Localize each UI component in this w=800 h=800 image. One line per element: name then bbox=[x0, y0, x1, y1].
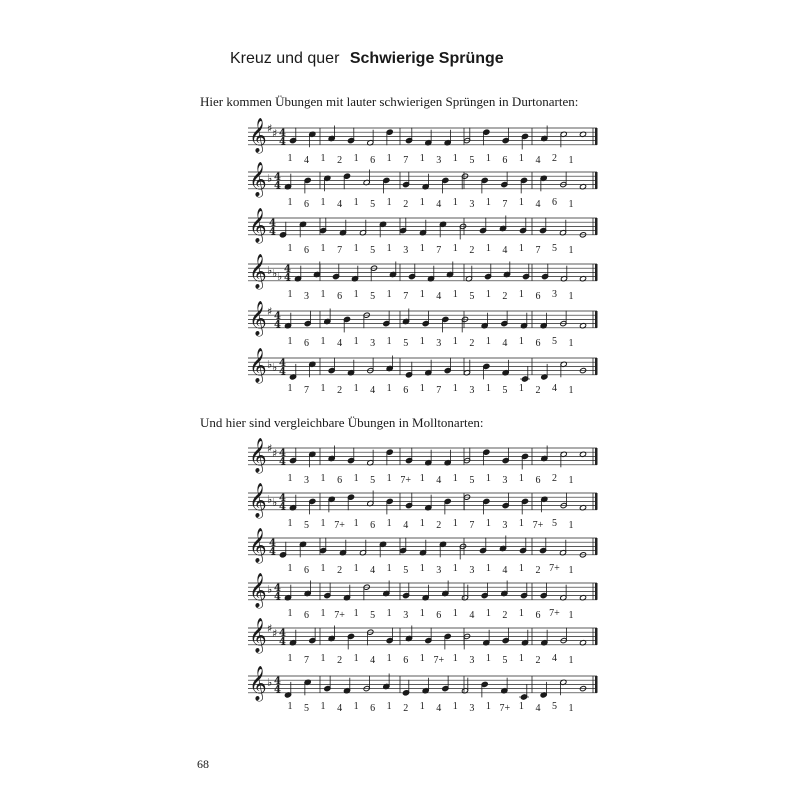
fingering-number: 1 bbox=[386, 196, 392, 208]
page-number: 68 bbox=[197, 757, 209, 771]
fingering-number: 1 bbox=[568, 474, 574, 486]
fingering-number: 5 bbox=[370, 474, 376, 486]
fingering-number: 5 bbox=[502, 384, 508, 396]
fingering-number: 5 bbox=[551, 700, 557, 712]
fingering-number: 2 bbox=[436, 519, 442, 531]
fingering-number: 2 bbox=[337, 654, 343, 666]
fingering-number: 1 bbox=[518, 562, 524, 574]
fingering-number: 1 bbox=[353, 152, 359, 164]
fingering-number: 7 bbox=[469, 519, 475, 531]
fingering-number: 4 bbox=[469, 609, 475, 621]
flat-icon: ♭ bbox=[277, 270, 283, 283]
fingering-number: 1 bbox=[568, 337, 574, 349]
fingering-number: 4 bbox=[403, 519, 409, 531]
fingering-number: 1 bbox=[452, 607, 458, 619]
fingering-number: 1 bbox=[452, 472, 458, 484]
flat-icon: ♭ bbox=[272, 361, 278, 374]
time-signature-bottom: 4 bbox=[274, 180, 281, 192]
flat-icon: ♭ bbox=[272, 267, 278, 280]
fingering-number: 1 bbox=[518, 152, 524, 164]
fingering-number: 1 bbox=[287, 288, 293, 300]
fingering-number: 1 bbox=[287, 607, 293, 619]
fingering-number: 7 bbox=[337, 244, 343, 256]
fingering-number: 6 bbox=[535, 337, 541, 349]
fingering-number: 1 bbox=[485, 472, 491, 484]
fingering-number: 1 bbox=[568, 154, 574, 166]
fingering-number: 7+ bbox=[549, 607, 560, 619]
fingering-number: 6 bbox=[304, 564, 310, 576]
fingering-number: 1 bbox=[353, 335, 359, 347]
fingering-number: 1 bbox=[568, 244, 574, 256]
time-signature-bottom: 4 bbox=[269, 546, 276, 558]
fingering-number: 3 bbox=[370, 337, 376, 349]
fingering-number: 7+ bbox=[499, 702, 511, 714]
time-signature-bottom: 4 bbox=[274, 591, 281, 603]
fingering-number: 6 bbox=[370, 519, 376, 531]
fingering-number: 1 bbox=[518, 382, 524, 394]
fingering-number: 2 bbox=[551, 472, 557, 484]
sharp-icon: ♯ bbox=[267, 442, 273, 455]
sharp-icon: ♯ bbox=[272, 627, 278, 640]
fingering-number: 1 bbox=[353, 700, 359, 712]
fingering-number: 1 bbox=[568, 384, 574, 396]
fingering-number: 7 bbox=[535, 244, 541, 256]
fingering-number: 1 bbox=[485, 652, 491, 664]
flat-icon: ♭ bbox=[267, 264, 273, 277]
time-signature-bottom: 4 bbox=[269, 226, 276, 238]
fingering-number: 3 bbox=[469, 654, 475, 666]
fingering-number: 3 bbox=[436, 154, 442, 166]
fingering-number: 6 bbox=[304, 337, 310, 349]
fingering-number: 4 bbox=[535, 154, 541, 166]
fingering-number: 7 bbox=[403, 290, 409, 302]
fingering-number: 1 bbox=[568, 609, 574, 621]
fingering-number: 1 bbox=[419, 382, 425, 394]
time-signature-top: 4 bbox=[279, 447, 286, 459]
fingering-number: 1 bbox=[485, 517, 491, 529]
fingering-number: 1 bbox=[386, 288, 392, 300]
fingering-number: 5 bbox=[469, 474, 475, 486]
fingering-number: 7 bbox=[403, 154, 409, 166]
fingering-number: 7+ bbox=[400, 474, 412, 486]
fingering-number: 1 bbox=[287, 196, 293, 208]
treble-clef-icon: 𝄞 bbox=[249, 437, 267, 473]
fingering-number: 2 bbox=[535, 384, 541, 396]
fingering-number: 5 bbox=[551, 335, 557, 347]
fingering-number: 5 bbox=[403, 564, 409, 576]
fingering-number: 1 bbox=[287, 562, 293, 574]
flat-icon: ♭ bbox=[267, 358, 273, 371]
fingering-number: 3 bbox=[436, 337, 442, 349]
fingering-number: 1 bbox=[485, 382, 491, 394]
fingering-number: 1 bbox=[419, 607, 425, 619]
fingering-number: 1 bbox=[518, 288, 524, 300]
fingering-number: 4 bbox=[370, 564, 376, 576]
fingering-number: 1 bbox=[320, 652, 326, 664]
fingering-number: 1 bbox=[320, 152, 326, 164]
final-bar-thick bbox=[595, 218, 598, 235]
fingering-number: 1 bbox=[287, 152, 293, 164]
fingering-number: 6 bbox=[370, 702, 376, 714]
fingering-number: 1 bbox=[320, 517, 326, 529]
sharp-icon: ♯ bbox=[267, 305, 273, 318]
fingering-number: 1 bbox=[353, 607, 359, 619]
time-signature-bottom: 4 bbox=[284, 272, 291, 284]
fingering-number: 1 bbox=[568, 519, 574, 531]
time-signature-bottom: 4 bbox=[274, 319, 281, 331]
fingering-number: 1 bbox=[386, 652, 392, 664]
fingering-number: 3 bbox=[502, 519, 508, 531]
fingering-number: 1 bbox=[320, 288, 326, 300]
fingering-number: 1 bbox=[568, 564, 574, 576]
fingering-number: 1 bbox=[353, 472, 359, 484]
fingering-number: 6 bbox=[304, 244, 310, 256]
fingering-number: 4 bbox=[436, 702, 442, 714]
fingering-number: 4 bbox=[436, 474, 442, 486]
fingering-number: 6 bbox=[436, 609, 442, 621]
fingering-number: 1 bbox=[353, 382, 359, 394]
fingering-number: 1 bbox=[419, 517, 425, 529]
fingering-number: 4 bbox=[370, 654, 376, 666]
treble-clef-icon: 𝄞 bbox=[249, 161, 267, 197]
fingering-number: 4 bbox=[502, 337, 508, 349]
fingering-number: 1 bbox=[452, 652, 458, 664]
fingering-number: 7 bbox=[436, 244, 442, 256]
time-signature-top: 4 bbox=[279, 357, 286, 369]
fingering-number: 5 bbox=[502, 654, 508, 666]
fingering-number: 6 bbox=[304, 198, 310, 210]
fingering-number: 5 bbox=[403, 337, 409, 349]
fingering-number: 6 bbox=[403, 384, 409, 396]
fingering-number: 1 bbox=[568, 198, 574, 210]
time-signature-top: 4 bbox=[269, 217, 276, 229]
fingering-number: 4 bbox=[436, 198, 442, 210]
fingering-number: 1 bbox=[518, 196, 524, 208]
fingering-number: 1 bbox=[386, 242, 392, 254]
fingering-number: 5 bbox=[370, 198, 376, 210]
sharp-icon: ♯ bbox=[272, 447, 278, 460]
fingering-number: 6 bbox=[337, 290, 343, 302]
fingering-number: 7+ bbox=[532, 519, 544, 531]
fingering-number: 1 bbox=[485, 335, 491, 347]
fingering-number: 1 bbox=[568, 290, 574, 302]
fingering-number: 6 bbox=[535, 609, 541, 621]
final-bar-thick bbox=[595, 676, 598, 693]
fingering-number: 2 bbox=[535, 654, 541, 666]
fingering-number: 1 bbox=[320, 607, 326, 619]
fingering-number: 3 bbox=[403, 609, 409, 621]
fingering-number: 3 bbox=[469, 564, 475, 576]
time-signature-top: 4 bbox=[279, 492, 286, 504]
fingering-number: 1 bbox=[452, 335, 458, 347]
fingering-number: 6 bbox=[304, 609, 310, 621]
fingering-number: 3 bbox=[304, 290, 310, 302]
fingering-number: 1 bbox=[386, 152, 392, 164]
fingering-number: 1 bbox=[419, 472, 425, 484]
fingering-number: 1 bbox=[518, 472, 524, 484]
fingering-number: 1 bbox=[452, 152, 458, 164]
fingering-number: 1 bbox=[452, 517, 458, 529]
fingering-number: 1 bbox=[568, 702, 574, 714]
fingering-number: 1 bbox=[287, 242, 293, 254]
fingering-number: 3 bbox=[403, 244, 409, 256]
flat-icon: ♭ bbox=[272, 496, 278, 509]
fingering-number: 2 bbox=[469, 244, 475, 256]
fingering-number: 3 bbox=[469, 384, 475, 396]
fingering-number: 4 bbox=[502, 564, 508, 576]
fingering-number: 4 bbox=[535, 198, 541, 210]
final-bar-thick bbox=[595, 628, 598, 645]
flat-icon: ♭ bbox=[267, 172, 273, 185]
fingering-number: 2 bbox=[337, 564, 343, 576]
fingering-number: 1 bbox=[452, 562, 458, 574]
fingering-number: 1 bbox=[485, 607, 491, 619]
fingering-number: 6 bbox=[337, 474, 343, 486]
final-bar-thick bbox=[595, 264, 598, 281]
fingering-number: 1 bbox=[353, 652, 359, 664]
fingering-number: 3 bbox=[502, 474, 508, 486]
fingering-number: 4 bbox=[337, 337, 343, 349]
fingering-number: 7 bbox=[502, 198, 508, 210]
fingering-number: 7+ bbox=[549, 562, 560, 574]
fingering-number: 2 bbox=[403, 198, 409, 210]
fingering-number: 4 bbox=[436, 290, 442, 302]
fingering-number: 2 bbox=[502, 290, 508, 302]
final-bar-thick bbox=[595, 538, 598, 555]
fingering-number: 1 bbox=[386, 382, 392, 394]
fingering-number: 1 bbox=[386, 472, 392, 484]
final-bar-thick bbox=[595, 583, 598, 600]
time-signature-bottom: 4 bbox=[279, 636, 286, 648]
fingering-number: 4 bbox=[337, 198, 343, 210]
time-signature-bottom: 4 bbox=[274, 684, 281, 696]
final-bar-thick bbox=[595, 311, 598, 328]
fingering-number: 7 bbox=[304, 384, 310, 396]
fingering-number: 1 bbox=[452, 382, 458, 394]
time-signature-top: 4 bbox=[274, 310, 281, 322]
fingering-number: 5 bbox=[551, 517, 557, 529]
fingering-number: 1 bbox=[485, 288, 491, 300]
fingering-number: 4 bbox=[551, 382, 557, 394]
time-signature-top: 4 bbox=[269, 537, 276, 549]
time-signature-top: 4 bbox=[279, 627, 286, 639]
final-bar-thick bbox=[595, 358, 598, 375]
treble-clef-icon: 𝄞 bbox=[249, 617, 267, 653]
fingering-number: 1 bbox=[287, 652, 293, 664]
treble-clef-icon: 𝄞 bbox=[249, 572, 267, 608]
fingering-number: 1 bbox=[419, 652, 425, 664]
treble-clef-icon: 𝄞 bbox=[249, 253, 267, 289]
fingering-number: 2 bbox=[337, 154, 343, 166]
fingering-number: 4 bbox=[535, 702, 541, 714]
fingering-number: 3 bbox=[436, 564, 442, 576]
fingering-number: 2 bbox=[535, 564, 541, 576]
fingering-number: 7+ bbox=[334, 519, 345, 531]
fingering-number: 5 bbox=[551, 242, 557, 254]
fingering-number: 1 bbox=[518, 242, 524, 254]
fingering-number: 1 bbox=[320, 700, 326, 712]
treble-clef-icon: 𝄞 bbox=[249, 527, 267, 563]
fingering-number: 1 bbox=[452, 242, 458, 254]
fingering-number: 5 bbox=[370, 609, 376, 621]
fingering-number: 1 bbox=[386, 335, 392, 347]
time-signature-top: 4 bbox=[274, 582, 281, 594]
fingering-number: 1 bbox=[452, 196, 458, 208]
fingering-number: 1 bbox=[485, 196, 491, 208]
fingering-number: 2 bbox=[403, 702, 409, 714]
fingering-number: 1 bbox=[320, 472, 326, 484]
fingering-number: 4 bbox=[337, 702, 343, 714]
fingering-number: 1 bbox=[419, 242, 425, 254]
fingering-number: 1 bbox=[320, 196, 326, 208]
fingering-number: 2 bbox=[551, 152, 557, 164]
fingering-number: 1 bbox=[518, 652, 524, 664]
fingering-number: 5 bbox=[469, 290, 475, 302]
time-signature-bottom: 4 bbox=[279, 136, 286, 148]
fingering-number: 1 bbox=[419, 562, 425, 574]
flat-icon: ♭ bbox=[267, 676, 273, 689]
treble-clef-icon: 𝄞 bbox=[249, 207, 267, 243]
fingering-number: 1 bbox=[386, 607, 392, 619]
fingering-number: 2 bbox=[337, 384, 343, 396]
final-bar-thick bbox=[595, 493, 598, 510]
final-bar-thick bbox=[595, 448, 598, 465]
flat-icon: ♭ bbox=[267, 493, 273, 506]
time-signature-top: 4 bbox=[274, 675, 281, 687]
fingering-number: 3 bbox=[551, 288, 557, 300]
fingering-number: 1 bbox=[287, 382, 293, 394]
fingering-number: 1 bbox=[568, 654, 574, 666]
fingering-number: 1 bbox=[419, 152, 425, 164]
header-title-plain: Kreuz und quer bbox=[230, 50, 340, 67]
fingering-number: 1 bbox=[419, 288, 425, 300]
final-bar-thick bbox=[595, 172, 598, 189]
fingering-number: 1 bbox=[353, 562, 359, 574]
fingering-number: 1 bbox=[485, 152, 491, 164]
fingering-number: 7+ bbox=[334, 609, 345, 621]
fingering-number: 4 bbox=[502, 244, 508, 256]
fingering-number: 4 bbox=[370, 384, 376, 396]
fingering-number: 1 bbox=[485, 242, 491, 254]
time-signature-top: 4 bbox=[274, 171, 281, 183]
fingering-number: 1 bbox=[320, 562, 326, 574]
fingering-number: 1 bbox=[320, 242, 326, 254]
treble-clef-icon: 𝄞 bbox=[249, 300, 267, 336]
fingering-number: 1 bbox=[386, 562, 392, 574]
fingering-number: 1 bbox=[419, 196, 425, 208]
fingering-number: 1 bbox=[419, 335, 425, 347]
fingering-number: 4 bbox=[304, 154, 310, 166]
fingering-number: 6 bbox=[551, 196, 557, 208]
intro-major: Hier kommen Übungen mit lauter schwierigen Sprüngen in Durtonarten: bbox=[200, 94, 579, 109]
fingering-number: 1 bbox=[386, 517, 392, 529]
fingering-number: 1 bbox=[485, 562, 491, 574]
fingering-number: 1 bbox=[353, 517, 359, 529]
time-signature-top: 4 bbox=[284, 263, 291, 275]
fingering-number: 1 bbox=[287, 517, 293, 529]
sharp-icon: ♯ bbox=[267, 622, 273, 635]
fingering-number: 1 bbox=[518, 700, 524, 712]
fingering-number: 1 bbox=[353, 196, 359, 208]
fingering-number: 6 bbox=[535, 474, 541, 486]
time-signature-bottom: 4 bbox=[279, 366, 286, 378]
fingering-number: 3 bbox=[469, 702, 475, 714]
fingering-number: 5 bbox=[370, 244, 376, 256]
fingering-number: 1 bbox=[287, 335, 293, 347]
fingering-number: 1 bbox=[320, 335, 326, 347]
fingering-number: 3 bbox=[469, 198, 475, 210]
treble-clef-icon: 𝄞 bbox=[249, 482, 267, 518]
fingering-number: 5 bbox=[370, 290, 376, 302]
fingering-number: 1 bbox=[518, 517, 524, 529]
fingering-number: 5 bbox=[469, 154, 475, 166]
fingering-number: 1 bbox=[419, 700, 425, 712]
fingering-number: 7 bbox=[436, 384, 442, 396]
time-signature-bottom: 4 bbox=[279, 501, 286, 513]
fingering-number: 1 bbox=[287, 700, 293, 712]
fingering-number: 7+ bbox=[433, 654, 445, 666]
sharp-icon: ♯ bbox=[267, 122, 273, 135]
treble-clef-icon: 𝄞 bbox=[249, 665, 267, 701]
fingering-number: 1 bbox=[353, 242, 359, 254]
final-bar-thick bbox=[595, 128, 598, 145]
fingering-number: 1 bbox=[485, 700, 491, 712]
fingering-number: 1 bbox=[320, 382, 326, 394]
fingering-number: 1 bbox=[452, 700, 458, 712]
fingering-number: 1 bbox=[518, 607, 524, 619]
fingering-number: 7 bbox=[304, 654, 310, 666]
fingering-number: 2 bbox=[502, 609, 508, 621]
time-signature-top: 4 bbox=[279, 127, 286, 139]
fingering-number: 6 bbox=[502, 154, 508, 166]
fingering-number: 5 bbox=[304, 519, 310, 531]
fingering-number: 4 bbox=[551, 652, 557, 664]
treble-clef-icon: 𝄞 bbox=[249, 347, 267, 383]
fingering-number: 1 bbox=[287, 472, 293, 484]
fingering-number: 6 bbox=[403, 654, 409, 666]
fingering-number: 1 bbox=[353, 288, 359, 300]
fingering-number: 1 bbox=[386, 700, 392, 712]
fingering-number: 2 bbox=[469, 337, 475, 349]
fingering-number: 5 bbox=[304, 702, 310, 714]
time-signature-bottom: 4 bbox=[279, 456, 286, 468]
header-title-bold: Schwierige Sprünge bbox=[349, 50, 504, 67]
treble-clef-icon: 𝄞 bbox=[249, 117, 267, 153]
fingering-number: 6 bbox=[535, 290, 541, 302]
intro-minor: Und hier sind vergleichbare Übungen in Molltonarten: bbox=[200, 415, 484, 430]
sharp-icon: ♯ bbox=[272, 127, 278, 140]
fingering-number: 1 bbox=[452, 288, 458, 300]
fingering-number: 1 bbox=[518, 335, 524, 347]
fingering-number: 6 bbox=[370, 154, 376, 166]
flat-icon: ♭ bbox=[267, 583, 273, 596]
fingering-number: 3 bbox=[304, 474, 310, 486]
